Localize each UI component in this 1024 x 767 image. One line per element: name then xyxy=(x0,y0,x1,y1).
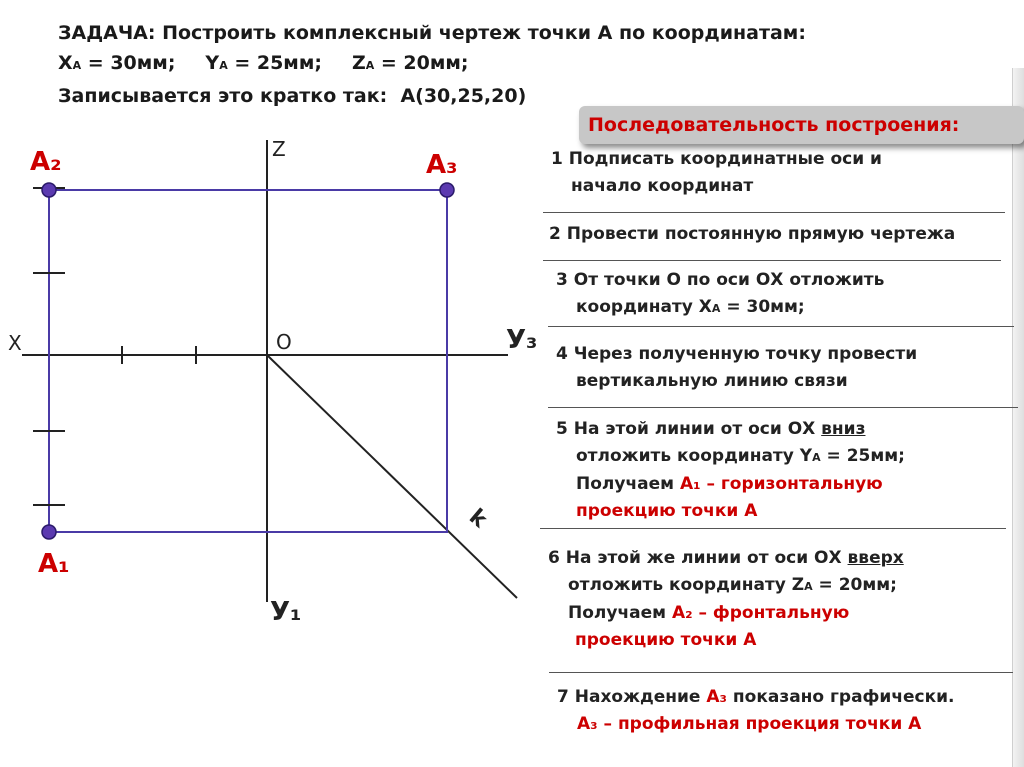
divider-2 xyxy=(543,260,1001,261)
step-7 xyxy=(557,684,955,738)
point-a1 xyxy=(42,525,56,539)
step-3-line2 xyxy=(556,294,884,322)
step-4-line2: вертикальную линию связи xyxy=(576,371,848,391)
short-notation-text: Записывается это кратко так: xyxy=(58,85,388,107)
divider-1 xyxy=(543,212,1005,213)
step-3 xyxy=(556,267,884,322)
step-6-coord-value: = 20мм; xyxy=(812,575,897,595)
step-6-direction: вверх xyxy=(847,548,904,568)
step-4 xyxy=(556,341,917,395)
step-2-line1: 2 Провести постоянную прямую чертежа xyxy=(549,224,956,244)
step-4-line1: 4 Через полученную точку провести xyxy=(556,344,918,364)
label-k: k xyxy=(464,504,492,534)
label-z: Z xyxy=(272,137,286,161)
label-a2: А₂ xyxy=(30,147,62,177)
task-title: ЗАДАЧА: Построить комплексный чертеж точки А по координатам: xyxy=(58,22,806,44)
step-7-text-end: показано графически. xyxy=(726,687,955,707)
step-5 xyxy=(556,416,905,525)
step-6-result-label: Получаем xyxy=(568,603,672,623)
label-y1: У₁ xyxy=(270,597,302,627)
step-3-coord-sub: А xyxy=(711,302,721,315)
step-1-line1: 1 Подписать координатные оси и xyxy=(551,149,882,169)
point-a3 xyxy=(440,183,454,197)
y-value: = 25мм; xyxy=(227,52,322,74)
step-5-coord-value: = 25мм; xyxy=(820,446,905,466)
y-sub: А xyxy=(219,59,228,72)
label-y3: У₃ xyxy=(506,325,538,355)
divider-6 xyxy=(549,672,1013,673)
step-7-line1 xyxy=(557,684,955,711)
step-5-direction: вниз xyxy=(821,419,866,439)
x-sub: А xyxy=(72,59,82,72)
projection-lines xyxy=(49,190,447,532)
x-label: Х xyxy=(58,52,73,74)
step-5-result-label: Получаем xyxy=(576,474,680,494)
step-7-line2: А₃ – профильная проекция точки А xyxy=(577,714,922,734)
short-notation-coords: А(30,25,20) xyxy=(400,85,527,107)
x-value: = 30мм; xyxy=(81,52,176,74)
step-5-text: 5 На этой линии от оси ОХ xyxy=(556,419,822,439)
step-3-line1: 3 От точки О по оси ОХ отложить xyxy=(556,270,885,290)
step-6 xyxy=(548,545,904,654)
step-1 xyxy=(551,146,882,200)
step-5-line2 xyxy=(556,443,905,471)
step-6-line4: проекцию точки А xyxy=(575,630,757,650)
divider-5 xyxy=(540,528,1006,529)
divider-3 xyxy=(548,326,1014,327)
z-sub: А xyxy=(365,59,375,72)
step-5-line4: проекцию точки А xyxy=(576,501,758,521)
step-1-line2: начало координат xyxy=(571,176,754,196)
sequence-title: Последовательность построения: xyxy=(579,106,1024,144)
label-x: Х xyxy=(8,331,22,355)
z-value: = 20мм; xyxy=(374,52,469,74)
step-6-coord-sub: А xyxy=(804,580,813,593)
step-6-line1 xyxy=(548,545,904,572)
step-5-coord-label: отложить координату Y xyxy=(576,446,813,466)
step-6-coord-label: отложить координату Z xyxy=(568,575,805,595)
label-a3: А₃ xyxy=(426,150,458,180)
z-label: Z xyxy=(351,52,366,74)
step-7-point: А₃ xyxy=(706,687,727,707)
point-a2 xyxy=(42,183,56,197)
step-5-line3 xyxy=(556,471,905,498)
step-5-result: А₁ – горизонтальную xyxy=(679,474,883,494)
step-5-coord-sub: А xyxy=(812,451,821,464)
step-2 xyxy=(549,221,955,248)
step-6-text: 6 На этой же линии от оси ОХ xyxy=(548,548,848,568)
label-o: О xyxy=(276,330,292,354)
label-a1: А₁ xyxy=(38,549,70,579)
step-3-coord-label: координату Х xyxy=(576,297,712,317)
step-5-line1 xyxy=(556,416,905,443)
step-6-line3 xyxy=(548,600,904,627)
step-3-coord-value: = 30мм; xyxy=(720,297,805,317)
divider-4 xyxy=(548,407,1018,408)
step-7-text: 7 Нахождение xyxy=(557,687,707,707)
constant-line xyxy=(267,355,517,598)
y-label: Y xyxy=(205,52,220,74)
step-6-line2 xyxy=(548,572,904,600)
step-6-result: А₂ – фронтальную xyxy=(671,603,850,623)
